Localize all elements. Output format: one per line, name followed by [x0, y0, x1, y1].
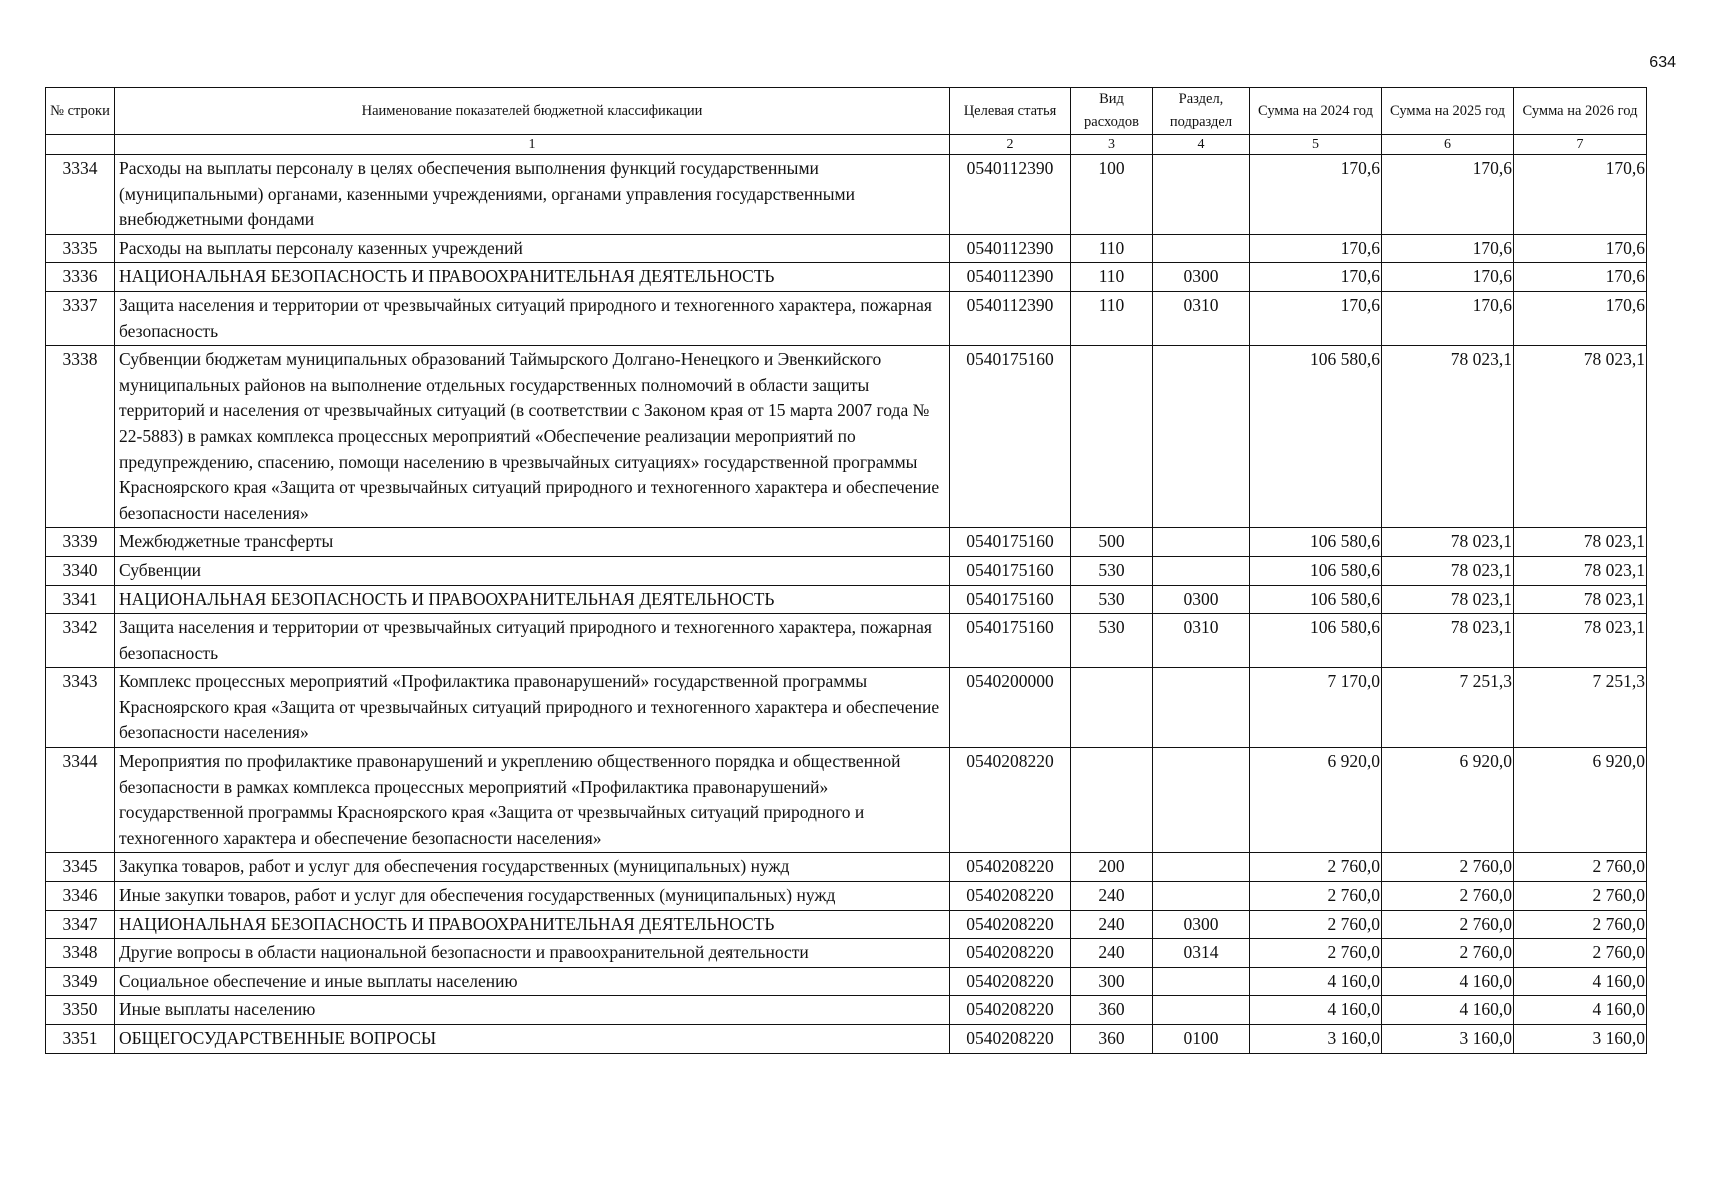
row-name: ОБЩЕГОСУДАРСТВЕННЫЕ ВОПРОСЫ [115, 1025, 950, 1054]
row-number: 3350 [46, 996, 115, 1025]
row-sum-2024: 4 160,0 [1250, 996, 1382, 1025]
table-body [46, 155, 1647, 1054]
row-sum-2026: 2 760,0 [1514, 910, 1647, 939]
row-section [1153, 996, 1250, 1025]
table-row [46, 155, 1647, 235]
row-number: 3349 [46, 967, 115, 996]
row-target: 0540208220 [950, 939, 1071, 968]
row-number: 3339 [46, 528, 115, 557]
table-row [46, 346, 1647, 528]
row-sum-2025: 78 023,1 [1382, 585, 1514, 614]
row-sum-2026: 78 023,1 [1514, 346, 1647, 528]
row-name: Иные выплаты населению [115, 996, 950, 1025]
row-target: 0540208220 [950, 853, 1071, 882]
row-sum-2024: 4 160,0 [1250, 967, 1382, 996]
row-number: 3336 [46, 263, 115, 292]
row-target: 0540208220 [950, 882, 1071, 911]
row-type: 530 [1071, 585, 1153, 614]
row-target: 0540175160 [950, 585, 1071, 614]
row-sum-2026: 3 160,0 [1514, 1025, 1647, 1054]
row-section [1153, 234, 1250, 263]
row-sum-2024: 7 170,0 [1250, 668, 1382, 748]
row-number: 3340 [46, 556, 115, 585]
row-sum-2026: 78 023,1 [1514, 528, 1647, 557]
row-type: 360 [1071, 996, 1153, 1025]
row-target: 0540175160 [950, 346, 1071, 528]
row-name: Расходы на выплаты персоналу в целях обеспечения выполнения функций государственными (муниципальными) органами, казенными учреждениями, органами управления государственными внебюджетными фондами [115, 155, 950, 235]
row-section: 0300 [1153, 585, 1250, 614]
row-type: 360 [1071, 1025, 1153, 1054]
column-number: 1 [115, 135, 950, 155]
row-type [1071, 668, 1153, 748]
row-name: Мероприятия по профилактике правонарушений и укреплению общественного порядка и общественной безопасности в рамках комплекса процессных мероприятий «Профилактика правонарушений» государственной программы Красноярского края «Защита от чрезвычайных ситуаций природного и техногенного характера и обеспечение безопасности населения» [115, 748, 950, 853]
row-section [1153, 882, 1250, 911]
row-target: 0540208220 [950, 748, 1071, 853]
row-sum-2024: 106 580,6 [1250, 528, 1382, 557]
header-row-no: № строки [46, 88, 115, 135]
row-sum-2024: 2 760,0 [1250, 910, 1382, 939]
row-sum-2026: 170,6 [1514, 155, 1647, 235]
row-target: 0540112390 [950, 234, 1071, 263]
row-section [1153, 853, 1250, 882]
row-type: 110 [1071, 291, 1153, 345]
row-sum-2025: 78 023,1 [1382, 556, 1514, 585]
row-sum-2025: 2 760,0 [1382, 853, 1514, 882]
table-row [46, 291, 1647, 345]
row-section: 0310 [1153, 614, 1250, 668]
row-sum-2026: 78 023,1 [1514, 614, 1647, 668]
row-name: Социальное обеспечение и иные выплаты населению [115, 967, 950, 996]
row-sum-2025: 4 160,0 [1382, 967, 1514, 996]
row-target: 0540175160 [950, 556, 1071, 585]
page-number: 634 [1649, 54, 1676, 71]
table-row [46, 234, 1647, 263]
row-sum-2026: 2 760,0 [1514, 939, 1647, 968]
table-row [46, 882, 1647, 911]
row-type: 110 [1071, 234, 1153, 263]
row-sum-2025: 170,6 [1382, 234, 1514, 263]
row-sum-2026: 2 760,0 [1514, 882, 1647, 911]
column-number: 3 [1071, 135, 1153, 155]
row-sum-2024: 170,6 [1250, 291, 1382, 345]
row-section: 0310 [1153, 291, 1250, 345]
row-sum-2024: 170,6 [1250, 263, 1382, 292]
row-section [1153, 528, 1250, 557]
row-sum-2025: 170,6 [1382, 155, 1514, 235]
row-sum-2025: 78 023,1 [1382, 528, 1514, 557]
row-type: 300 [1071, 967, 1153, 996]
row-name: Комплекс процессных мероприятий «Профилактика правонарушений» государственной программы Красноярского края «Защита от чрезвычайных ситуаций природного и техногенного характера и обеспечение безопасности населения» [115, 668, 950, 748]
table-row [46, 853, 1647, 882]
row-sum-2024: 2 760,0 [1250, 939, 1382, 968]
column-number: 5 [1250, 135, 1382, 155]
table-row [46, 585, 1647, 614]
row-section: 0100 [1153, 1025, 1250, 1054]
row-number: 3338 [46, 346, 115, 528]
column-number: 7 [1514, 135, 1647, 155]
row-target: 0540175160 [950, 528, 1071, 557]
row-type: 240 [1071, 939, 1153, 968]
row-sum-2024: 3 160,0 [1250, 1025, 1382, 1054]
row-sum-2026: 78 023,1 [1514, 556, 1647, 585]
table-row [46, 910, 1647, 939]
row-sum-2024: 106 580,6 [1250, 556, 1382, 585]
row-target: 0540208220 [950, 967, 1071, 996]
row-sum-2025: 78 023,1 [1382, 346, 1514, 528]
row-name: Защита населения и территории от чрезвычайных ситуаций природного и техногенного характера, пожарная безопасность [115, 291, 950, 345]
row-target: 0540112390 [950, 291, 1071, 345]
row-sum-2026: 7 251,3 [1514, 668, 1647, 748]
table-row [46, 748, 1647, 853]
row-type: 240 [1071, 910, 1153, 939]
row-section: 0314 [1153, 939, 1250, 968]
header-sum-2024: Сумма на 2024 год [1250, 88, 1382, 135]
row-sum-2025: 2 760,0 [1382, 910, 1514, 939]
row-sum-2025: 170,6 [1382, 263, 1514, 292]
row-name: Защита населения и территории от чрезвычайных ситуаций природного и техногенного характера, пожарная безопасность [115, 614, 950, 668]
column-number: 6 [1382, 135, 1514, 155]
row-sum-2025: 6 920,0 [1382, 748, 1514, 853]
row-type: 530 [1071, 614, 1153, 668]
row-sum-2024: 106 580,6 [1250, 585, 1382, 614]
row-sum-2024: 2 760,0 [1250, 882, 1382, 911]
table-row [46, 614, 1647, 668]
row-section: 0300 [1153, 910, 1250, 939]
table-row [46, 528, 1647, 557]
row-type [1071, 748, 1153, 853]
row-target: 0540208220 [950, 996, 1071, 1025]
row-number: 3341 [46, 585, 115, 614]
column-number-blank [46, 135, 115, 155]
table-header [46, 88, 1647, 155]
row-section [1153, 155, 1250, 235]
row-number: 3344 [46, 748, 115, 853]
row-name: НАЦИОНАЛЬНАЯ БЕЗОПАСНОСТЬ И ПРАВООХРАНИТЕЛЬНАЯ ДЕЯТЕЛЬНОСТЬ [115, 585, 950, 614]
row-sum-2025: 4 160,0 [1382, 996, 1514, 1025]
row-target: 0540175160 [950, 614, 1071, 668]
header-name: Наименование показателей бюджетной классификации [115, 88, 950, 135]
table-row [46, 1025, 1647, 1054]
table-row [46, 668, 1647, 748]
row-type: 200 [1071, 853, 1153, 882]
row-type: 110 [1071, 263, 1153, 292]
row-sum-2025: 3 160,0 [1382, 1025, 1514, 1054]
header-section: Раздел, подраздел [1153, 88, 1250, 135]
row-sum-2025: 7 251,3 [1382, 668, 1514, 748]
row-sum-2026: 78 023,1 [1514, 585, 1647, 614]
row-name: Закупка товаров, работ и услуг для обеспечения государственных (муниципальных) нужд [115, 853, 950, 882]
row-name: Субвенции бюджетам муниципальных образований Таймырского Долгано-Ненецкого и Эвенкийского муниципальных районов на выполнение отдельных государственных полномочий в области защиты территорий и населения от чрезвычайных ситуаций (в соответствии с Законом края от 15 марта 2007 года № 22-5883) в рамках комплекса процессных мероприятий «Обеспечение реализации мероприятий по предупреждению, спасению, помощи населению в чрезвычайных ситуациях» государственной программы Красноярского края «Защита от чрезвычайных ситуаций природного и техногенного характера и обеспечение безопасности населения» [115, 346, 950, 528]
row-name: Иные закупки товаров, работ и услуг для обеспечения государственных (муниципальных) нужд [115, 882, 950, 911]
row-sum-2026: 6 920,0 [1514, 748, 1647, 853]
row-number: 3348 [46, 939, 115, 968]
row-sum-2026: 170,6 [1514, 291, 1647, 345]
header-sum-2026: Сумма на 2026 год [1514, 88, 1647, 135]
row-name: Межбюджетные трансферты [115, 528, 950, 557]
header-sum-2025: Сумма на 2025 год [1382, 88, 1514, 135]
row-name: Другие вопросы в области национальной безопасности и правоохранительной деятельности [115, 939, 950, 968]
row-section [1153, 346, 1250, 528]
row-sum-2024: 170,6 [1250, 155, 1382, 235]
row-target: 0540200000 [950, 668, 1071, 748]
row-number: 3337 [46, 291, 115, 345]
row-name: НАЦИОНАЛЬНАЯ БЕЗОПАСНОСТЬ И ПРАВООХРАНИТЕЛЬНАЯ ДЕЯТЕЛЬНОСТЬ [115, 910, 950, 939]
row-section [1153, 556, 1250, 585]
row-section [1153, 748, 1250, 853]
row-sum-2025: 2 760,0 [1382, 882, 1514, 911]
table-row [46, 967, 1647, 996]
row-number: 3343 [46, 668, 115, 748]
row-sum-2024: 106 580,6 [1250, 614, 1382, 668]
row-sum-2026: 4 160,0 [1514, 967, 1647, 996]
row-sum-2026: 2 760,0 [1514, 853, 1647, 882]
row-type: 100 [1071, 155, 1153, 235]
column-number: 2 [950, 135, 1071, 155]
row-target: 0540208220 [950, 910, 1071, 939]
column-number-row [46, 135, 1647, 155]
table-row [46, 939, 1647, 968]
table-row [46, 996, 1647, 1025]
row-number: 3334 [46, 155, 115, 235]
row-sum-2025: 2 760,0 [1382, 939, 1514, 968]
row-sum-2024: 2 760,0 [1250, 853, 1382, 882]
table-row [46, 556, 1647, 585]
header-row [46, 88, 1647, 135]
row-sum-2025: 78 023,1 [1382, 614, 1514, 668]
row-sum-2024: 106 580,6 [1250, 346, 1382, 528]
row-type: 500 [1071, 528, 1153, 557]
header-type: Вид расходов [1071, 88, 1153, 135]
row-target: 0540112390 [950, 263, 1071, 292]
row-sum-2026: 170,6 [1514, 234, 1647, 263]
row-name: НАЦИОНАЛЬНАЯ БЕЗОПАСНОСТЬ И ПРАВООХРАНИТЕЛЬНАЯ ДЕЯТЕЛЬНОСТЬ [115, 263, 950, 292]
row-type [1071, 346, 1153, 528]
budget-table [45, 87, 1647, 1054]
column-number: 4 [1153, 135, 1250, 155]
header-target: Целевая статья [950, 88, 1071, 135]
row-section [1153, 967, 1250, 996]
row-sum-2024: 6 920,0 [1250, 748, 1382, 853]
row-section: 0300 [1153, 263, 1250, 292]
row-sum-2025: 170,6 [1382, 291, 1514, 345]
row-sum-2026: 4 160,0 [1514, 996, 1647, 1025]
row-number: 3347 [46, 910, 115, 939]
row-name: Субвенции [115, 556, 950, 585]
row-number: 3342 [46, 614, 115, 668]
table-row [46, 263, 1647, 292]
row-sum-2024: 170,6 [1250, 234, 1382, 263]
row-name: Расходы на выплаты персоналу казенных учреждений [115, 234, 950, 263]
row-target: 0540208220 [950, 1025, 1071, 1054]
row-number: 3351 [46, 1025, 115, 1054]
row-target: 0540112390 [950, 155, 1071, 235]
row-number: 3346 [46, 882, 115, 911]
row-type: 530 [1071, 556, 1153, 585]
row-number: 3335 [46, 234, 115, 263]
row-section [1153, 668, 1250, 748]
row-type: 240 [1071, 882, 1153, 911]
row-number: 3345 [46, 853, 115, 882]
row-sum-2026: 170,6 [1514, 263, 1647, 292]
